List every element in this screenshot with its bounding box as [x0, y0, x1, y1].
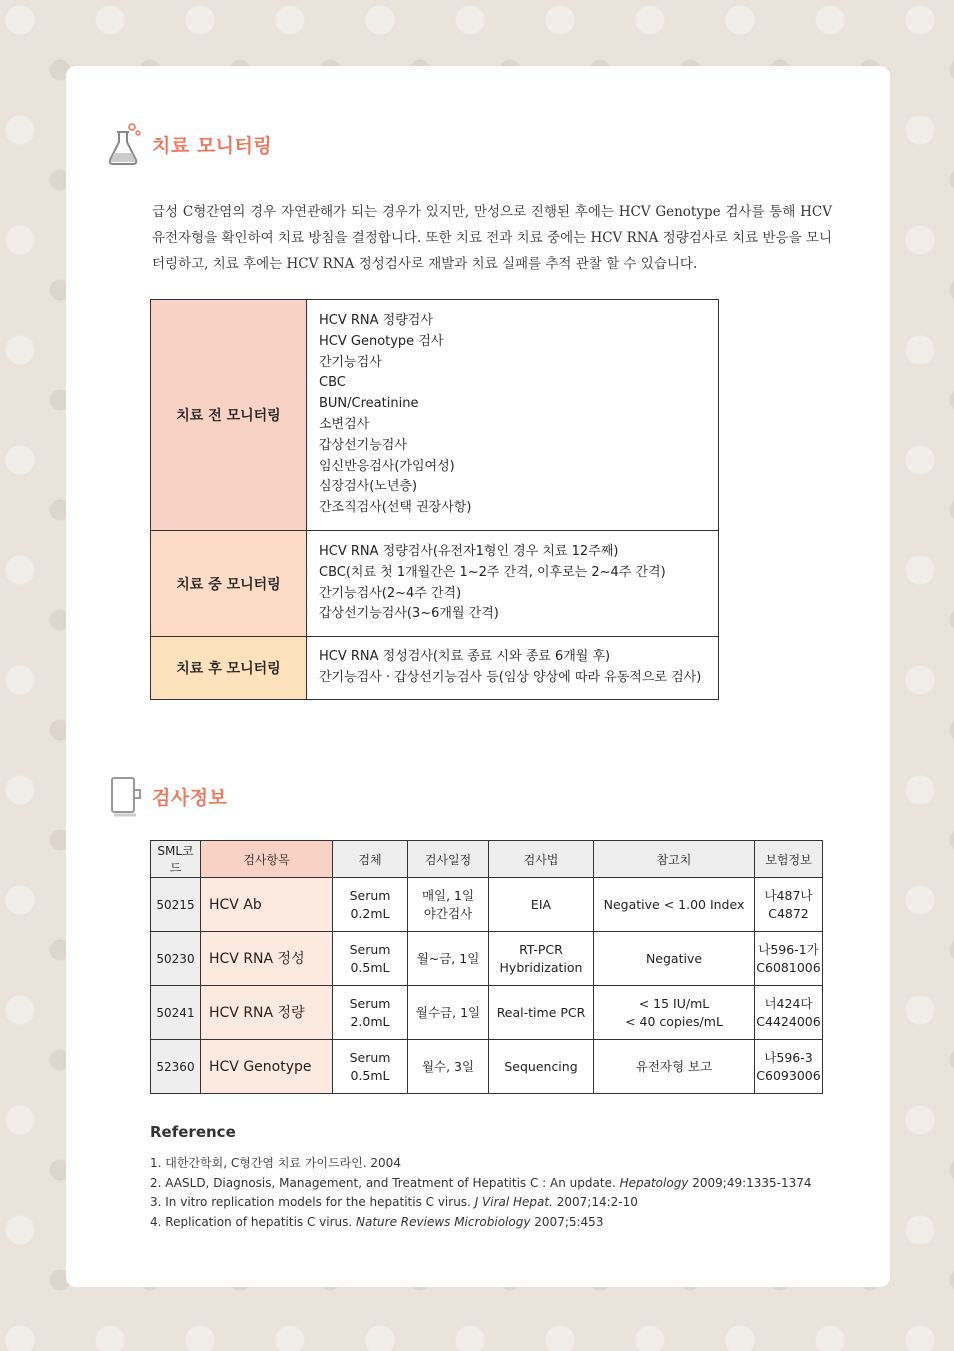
reference-cell: 유전자형 보고 [594, 1040, 755, 1094]
specimen-cell: Serum 0.5mL [333, 1040, 408, 1094]
monitoring-header-during: 치료 중 모니터링 [151, 531, 307, 637]
schedule-cell: 월수금, 1일 [408, 986, 489, 1040]
reference-cell: Negative [594, 932, 755, 986]
column-header: SML코드 [151, 841, 201, 878]
list-item: HCV RNA 정량검사 [319, 313, 433, 329]
reference-cell: < 15 IU/mL < 40 copies/mL [594, 986, 755, 1040]
insurance-cell: 나487나 C4872 [755, 878, 823, 932]
list-item: 심장검사(노년층) [319, 479, 418, 495]
list-item: BUN/Creatinine [319, 396, 419, 412]
reference-item: 1. 대한간학회, C형간염 치료 가이드라인. 2004 [150, 1156, 401, 1170]
table-row [151, 932, 823, 986]
test-name: HCV Genotype [201, 1040, 333, 1094]
list-item: 간조직검사(선택 권장사항) [319, 500, 472, 516]
list-item: 소변검사 [319, 417, 370, 432]
method-cell: Sequencing [489, 1040, 594, 1094]
monitoring-title: 치료 모니터링 [152, 134, 273, 157]
monitoring-intro: 급성 C형간염의 경우 자연관해가 되는 경우가 있지만, 만성으로 진행된 후에는 HCV Genotype 검사를 통해 HCV 유전자형을 확인하여 치료 방침을 결정합니다. 또한 치료 전과 치료 중에는 HCV RNA 정량검사로 치료 반응을 모니터링하고, 치료 후에는 HCV RNA 정성검사로 재발과 치료 실패를 추적 관찰 할 수 있습니다. [152, 204, 832, 272]
reference-section [150, 1123, 850, 1232]
specimen-cell: Serum 0.2mL [333, 878, 408, 932]
monitoring-row-post [151, 637, 719, 700]
monitoring-row-pre [151, 300, 719, 531]
column-header: 참고치 [594, 841, 755, 878]
monitoring-heading [106, 122, 272, 166]
sml-code: 50230 [151, 932, 201, 986]
notebook-icon [106, 774, 144, 818]
flask-icon [106, 122, 144, 166]
list-item: CBC [319, 375, 346, 391]
insurance-cell: 나596-3 C6093006 [755, 1040, 823, 1094]
list-item: 간기능검사 [319, 354, 382, 370]
list-item: 간기능검사 · 갑상선기능검사 등(임상 양상에 따라 유동적으로 검사) [319, 669, 702, 685]
test-name: HCV Ab [201, 878, 333, 932]
list-item: HCV Genotype 검사 [319, 333, 444, 349]
reference-item: 4. Replication of hepatitis C virus. Nature Reviews Microbiology 2007;5:453 [150, 1214, 604, 1229]
test-info-heading [106, 774, 227, 818]
insurance-cell: 너424다 C4424006 [755, 986, 823, 1040]
test-info-table [150, 840, 823, 1094]
table-row [151, 878, 823, 932]
column-header: 검사항목 [201, 841, 333, 878]
reference-title: Reference [150, 1123, 236, 1141]
monitoring-header-post: 치료 후 모니터링 [151, 637, 307, 700]
list-item: 갑상선기능검사 [319, 437, 407, 453]
list-item: HCV RNA 정성검사(치료 종료 시와 종료 6개월 후) [319, 649, 611, 664]
page-card [66, 66, 890, 1287]
column-header: 보험정보 [755, 841, 823, 878]
column-header: 검체 [333, 841, 408, 878]
sml-code: 50215 [151, 878, 201, 932]
schedule-cell: 월수, 3일 [408, 1040, 489, 1094]
list-item: 간기능검사(2~4주 간격) [319, 585, 462, 601]
reference-item: 3. In vitro replication models for the hepatitis C virus. J Viral Hepat. 2007;14:2-10 [150, 1195, 638, 1209]
monitoring-items-post [307, 637, 719, 700]
monitoring-items-during [307, 531, 719, 637]
test-name: HCV RNA 정량 [201, 986, 333, 1040]
reference-cell: Negative < 1.00 Index [594, 878, 755, 932]
sml-code: 52360 [151, 1040, 201, 1094]
method-cell: EIA [489, 878, 594, 932]
sml-code: 50241 [151, 986, 201, 1040]
method-cell: RT-PCR Hybridization [489, 932, 594, 986]
insurance-cell: 나596-1가 C6081006 [755, 932, 823, 986]
specimen-cell: Serum 2.0mL [333, 986, 408, 1040]
list-item: CBC(치료 첫 1개월간은 1~2주 간격, 이후로는 2~4주 간격) [319, 564, 666, 580]
table-header-row [151, 841, 823, 878]
table-row [151, 1040, 823, 1094]
column-header: 검사일정 [408, 841, 489, 878]
list-item: HCV RNA 정량검사(유전자1형인 경우 치료 12주째) [319, 543, 619, 559]
list-item: 임신반응검사(가임여성) [319, 458, 455, 474]
schedule-cell: 매일, 1일 야간검사 [408, 878, 489, 932]
reference-item: 2. AASLD, Diagnosis, Management, and Treatment of Hepatitis C : An update. Hepatology 2009;49:1335-1374 [150, 1175, 812, 1190]
monitoring-row-during [151, 531, 719, 637]
monitoring-items-pre [307, 300, 719, 531]
monitoring-header-pre: 치료 전 모니터링 [151, 300, 307, 531]
test-info-title: 검사정보 [152, 786, 228, 809]
schedule-cell: 월~금, 1일 [408, 932, 489, 986]
table-row [151, 986, 823, 1040]
test-name: HCV RNA 정성 [201, 932, 333, 986]
monitoring-table [150, 299, 719, 700]
method-cell: Real-time PCR [489, 986, 594, 1040]
column-header: 검사법 [489, 841, 594, 878]
specimen-cell: Serum 0.5mL [333, 932, 408, 986]
list-item: 갑상선기능검사(3~6개월 간격) [319, 606, 499, 622]
